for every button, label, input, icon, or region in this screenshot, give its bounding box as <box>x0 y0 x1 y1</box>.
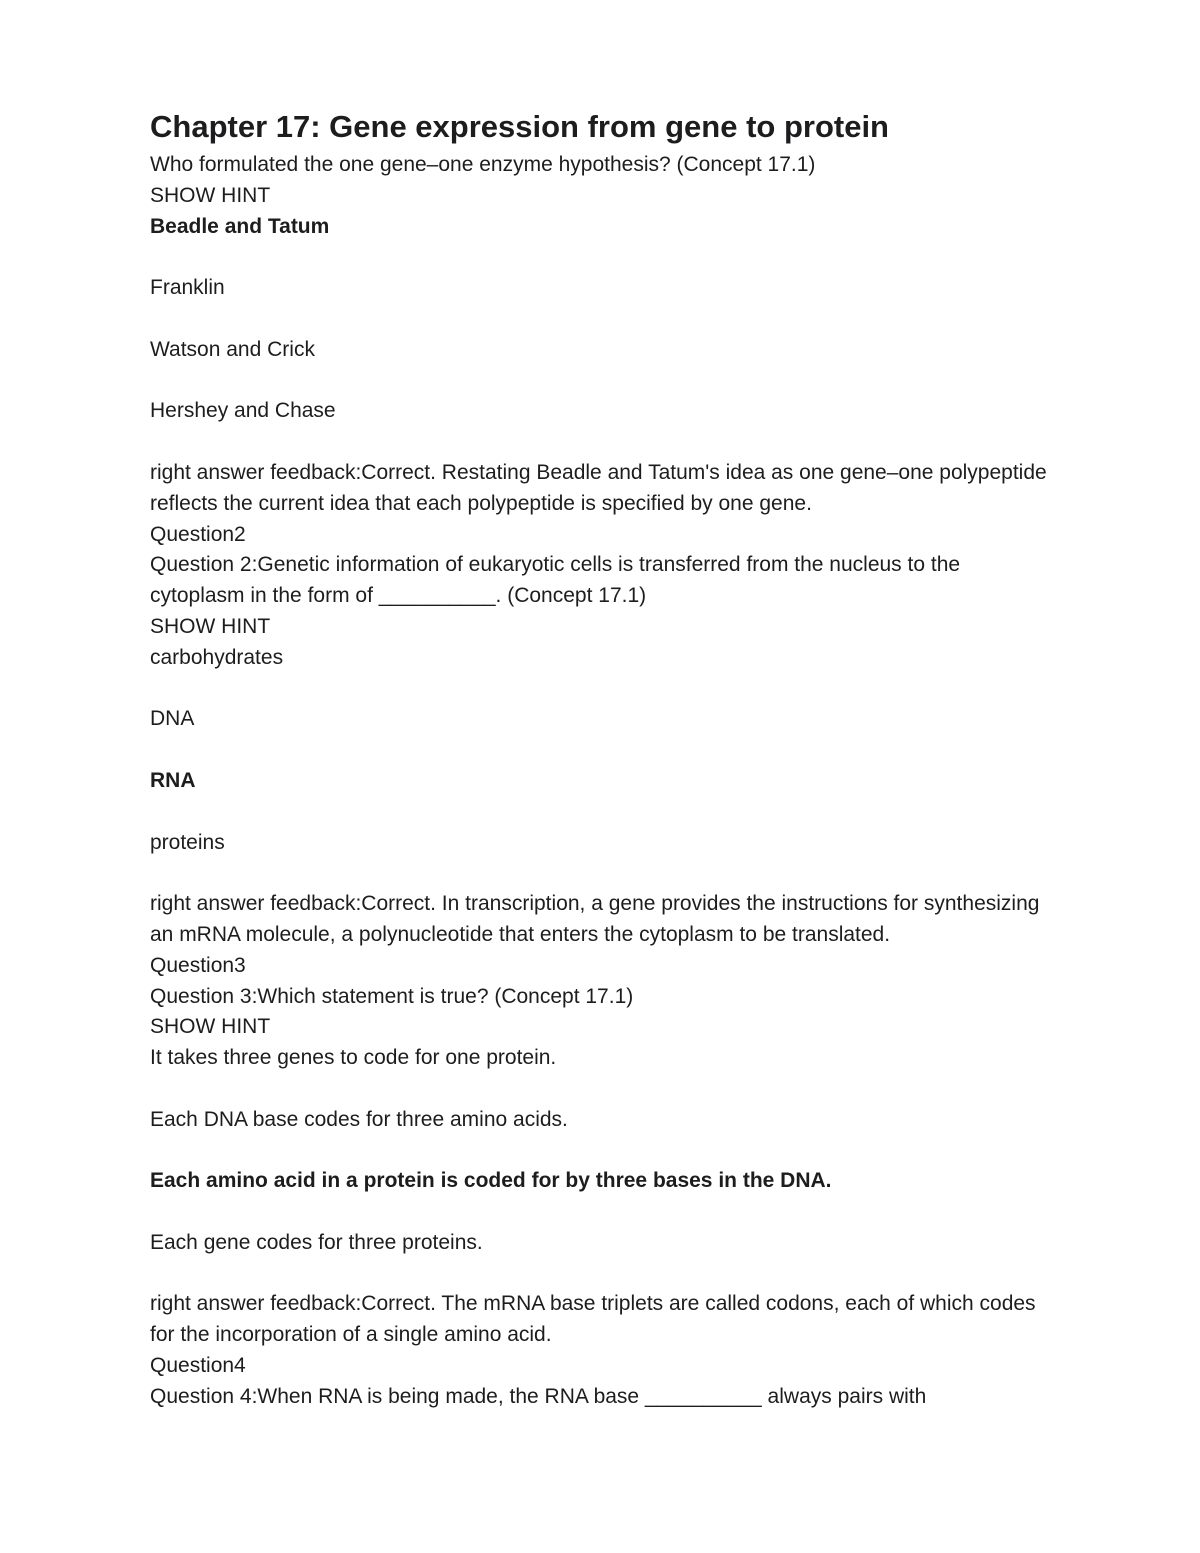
q1-feedback: right answer feedback:Correct. Restating Beadle and Tatum's idea as one gene–one polypeptide reflects the current idea that each polypeptide is specified by one gene. <box>150 460 1053 515</box>
q2-option-3[interactable]: RNA <box>150 768 196 792</box>
q1-option-3[interactable]: Watson and Crick <box>150 337 315 361</box>
q1-option-4[interactable]: Hershey and Chase <box>150 399 336 423</box>
q3-option-2[interactable]: Each DNA base codes for three amino acids. <box>150 1107 568 1131</box>
q1-option-1[interactable]: Beadle and Tatum <box>150 214 330 238</box>
q3-option-4[interactable]: Each gene codes for three proteins. <box>150 1230 483 1254</box>
q2-show-hint[interactable]: SHOW HINT <box>150 614 271 638</box>
q3-label: Question3 <box>150 953 246 977</box>
q3-option-3[interactable]: Each amino acid in a protein is coded for by three bases in the DNA. <box>150 1169 832 1193</box>
q2-prompt: Question 2:Genetic information of eukaryotic cells is transferred from the nucleus to the cytoplasm in the form of __________. (Concept 17.1) <box>150 553 966 608</box>
q1-show-hint[interactable]: SHOW HINT <box>150 183 271 207</box>
chapter-title: Chapter 17: Gene expression from gene to protein <box>150 109 889 144</box>
q3-option-1[interactable]: It takes three genes to code for one protein. <box>150 1046 557 1070</box>
q1-option-2[interactable]: Franklin <box>150 276 225 300</box>
q4-label: Question4 <box>150 1354 246 1378</box>
document-page <box>150 108 1060 1413</box>
q3-feedback: right answer feedback:Correct. The mRNA base triplets are called codons, each of which codes for the incorporation of a single amino acid. <box>150 1292 1042 1347</box>
q2-option-4[interactable]: proteins <box>150 830 225 854</box>
q2-option-2[interactable]: DNA <box>150 707 195 731</box>
q2-option-1[interactable]: carbohydrates <box>150 645 284 669</box>
q3-prompt: Question 3:Which statement is true? (Concept 17.1) <box>150 984 634 1008</box>
q3-show-hint[interactable]: SHOW HINT <box>150 1015 271 1039</box>
q2-feedback: right answer feedback:Correct. In transcription, a gene provides the instructions for synthesizing an mRNA molecule, a polynucleotide that enters the cytoplasm to be translated. <box>150 892 1046 946</box>
q1-prompt: Who formulated the one gene–one enzyme hypothesis? (Concept 17.1) <box>150 153 816 176</box>
q4-prompt: Question 4:When RNA is being made, the RNA base __________ always pairs with <box>150 1384 927 1408</box>
q2-label: Question2 <box>150 522 246 546</box>
